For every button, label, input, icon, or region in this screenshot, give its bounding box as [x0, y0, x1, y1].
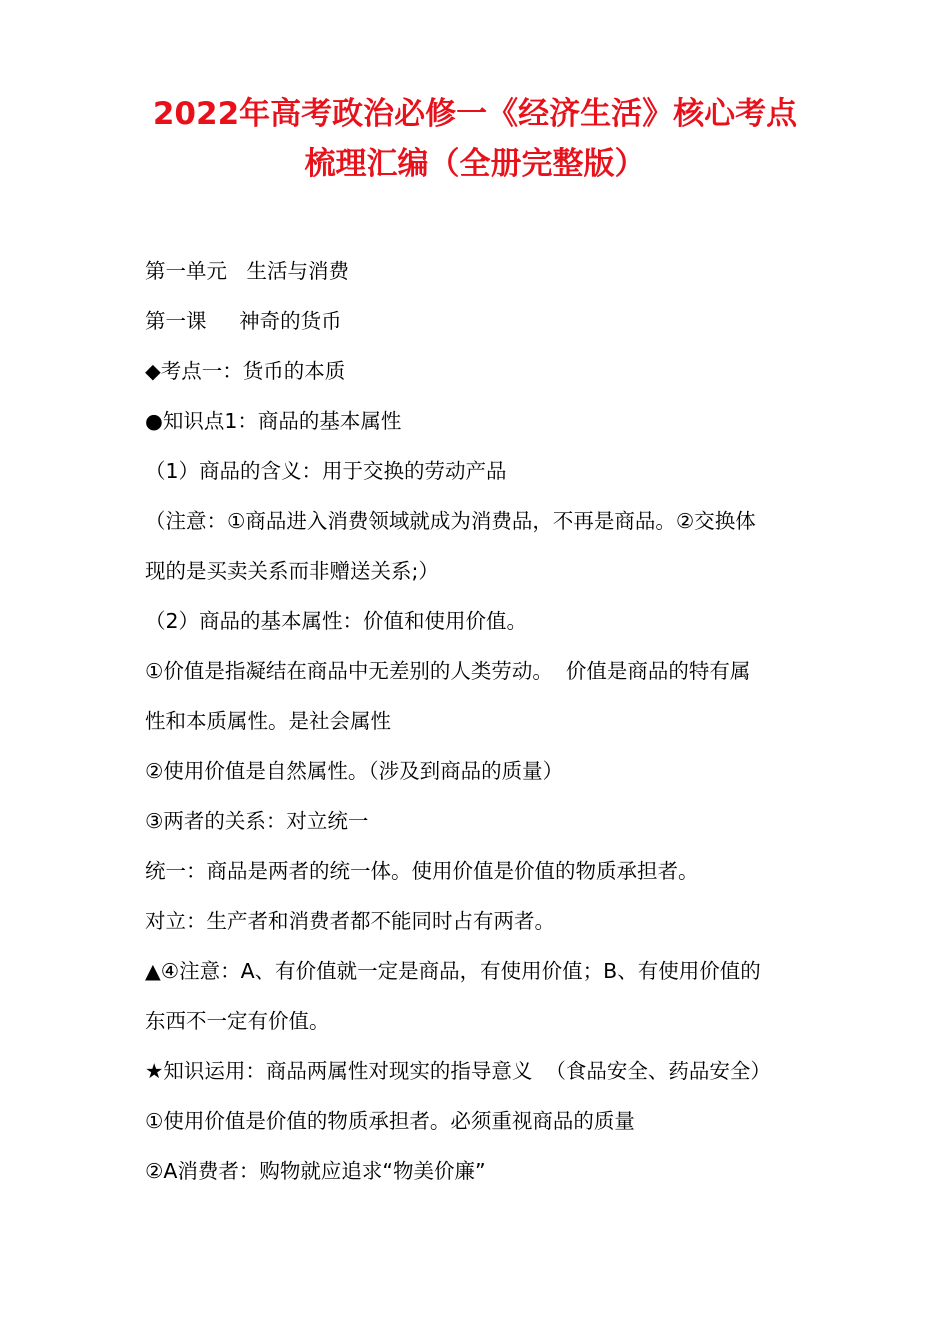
body-line: ★知识运用：商品两属性对现实的指导意义 （食品安全、药品安全）	[145, 1059, 771, 1083]
body-line: ②A消费者：购物就应追求“物美价廉”	[145, 1159, 486, 1183]
body-line: （1）商品的含义：用于交换的劳动产品	[145, 459, 507, 483]
body-line: 统一：商品是两者的统一体。使用价值是价值的物质承担者。	[145, 859, 699, 883]
body-line: 东西不一定有价值。	[145, 1009, 330, 1033]
body-line: ①使用价值是价值的物质承担者。必须重视商品的质量	[145, 1109, 635, 1133]
knowledge-point-heading: ●知识点1：商品的基本属性	[145, 409, 402, 433]
body-line: 性和本质属性。是社会属性	[145, 709, 391, 733]
body-line: ②使用价值是自然属性。（涉及到商品的质量）	[145, 759, 564, 783]
exam-point-heading: ◆考点一：货币的本质	[145, 359, 346, 383]
document-title-line-2: 梳理汇编（全册完整版）	[304, 146, 646, 182]
lesson-heading: 第一课 神奇的货币	[145, 309, 342, 333]
body-line: ③两者的关系：对立统一	[145, 809, 369, 833]
body-line: （2）商品的基本属性：价值和使用价值。	[145, 609, 528, 633]
body-line: ▲④注意：A、有价值就一定是商品，有使用价值；B、有使用价值的	[145, 959, 761, 983]
body-line: （注意：①商品进入消费领域就成为消费品，不再是商品。②交换体	[145, 509, 756, 533]
unit-heading: 第一单元 生活与消费	[145, 259, 350, 283]
body-line: ①价值是指凝结在商品中无差别的人类劳动。 价值是商品的特有属	[145, 659, 751, 683]
document-title-line-1: 2022年高考政治必修一《经济生活》核心考点	[152, 96, 798, 132]
body-line: 现的是买卖关系而非赠送关系;）	[145, 559, 439, 583]
document-body	[145, 253, 835, 1203]
body-line: 对立：生产者和消费者都不能同时占有两者。	[145, 909, 555, 933]
